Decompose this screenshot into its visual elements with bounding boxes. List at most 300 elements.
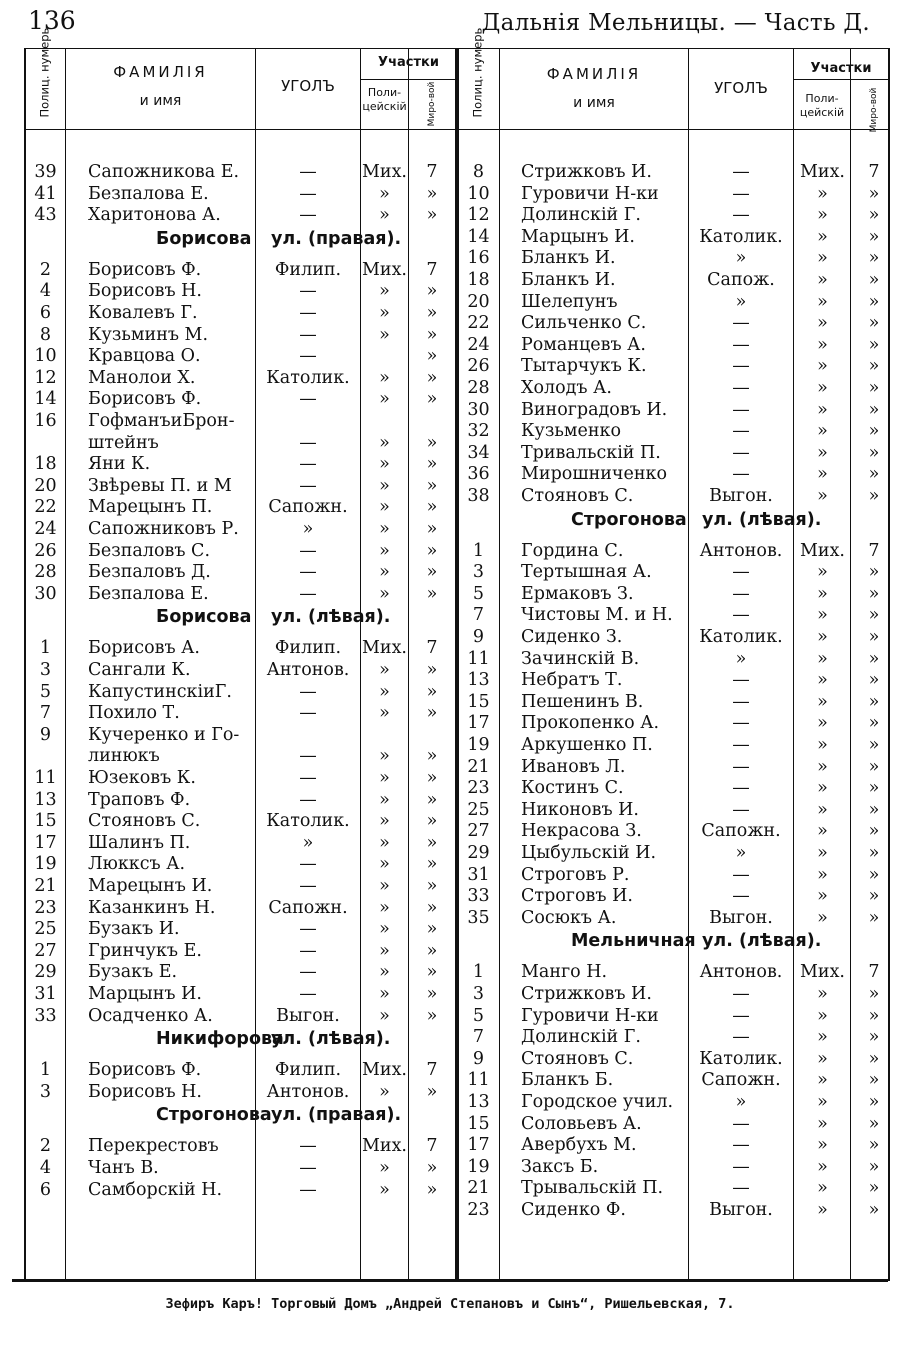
resident-name: Марцынъ И. <box>88 984 202 1004</box>
list-item <box>26 659 456 681</box>
house-number: 9 <box>472 627 485 647</box>
corner-street: — <box>732 162 750 182</box>
resident-name: Костинъ С. <box>521 778 624 799</box>
advertisement-footer: Зефиръ Каръ! Торговый Домъ „Андрей Степановъ и Сынъ“, Ришельевская, 7. <box>165 1296 735 1312</box>
police-district: » <box>817 562 828 583</box>
corner-street: » <box>302 832 314 853</box>
police-district: » <box>817 756 828 777</box>
house-number: 1 <box>472 962 485 983</box>
list-item <box>459 842 889 864</box>
house-number: 21 <box>34 876 57 896</box>
corner-street: » <box>735 648 747 669</box>
magistrate-district: 7 <box>868 540 880 561</box>
corner-street: Антонов. <box>266 1081 350 1102</box>
house-number: 7 <box>39 703 52 724</box>
running-header: Дальнія Мельницы. — Часть Д. <box>481 10 870 36</box>
corner-street: — <box>732 334 750 355</box>
list-item <box>459 561 889 583</box>
col-districts-header: Участки <box>378 55 439 70</box>
col-name-header: ФАМИЛІЯ <box>113 63 208 81</box>
corner-street: — <box>732 1005 750 1026</box>
magistrate-district: 7 <box>426 1136 438 1157</box>
corner-street: — <box>732 464 750 485</box>
list-item <box>26 161 456 183</box>
house-number: 2 <box>39 1136 52 1157</box>
house-number: 27 <box>34 940 57 961</box>
resident-name: Безпалова Е. <box>88 183 209 204</box>
corner-street: » <box>735 291 747 312</box>
list-item <box>26 1081 456 1103</box>
directory-table <box>24 27 890 1281</box>
magistrate-district: » <box>868 399 880 420</box>
house-number: 7 <box>472 1027 485 1048</box>
list-item <box>26 918 456 940</box>
magistrate-district: » <box>426 583 438 604</box>
police-district: » <box>379 962 390 983</box>
street-name: Мельничная <box>571 931 696 952</box>
police-district: » <box>379 432 390 453</box>
magistrate-district: » <box>868 183 880 204</box>
resident-name: Бланкъ И. <box>521 248 616 269</box>
police-district: » <box>817 799 828 820</box>
resident-name: Борисовъ Ф. <box>88 259 202 280</box>
list-item <box>26 897 456 919</box>
police-district: » <box>817 1048 828 1069</box>
resident-name: Харитонова А. <box>88 205 221 226</box>
magistrate-district: » <box>426 1179 438 1200</box>
resident-name: Осадченко А. <box>88 1005 213 1026</box>
corner-street: Выгон. <box>276 1005 340 1026</box>
house-number: 21 <box>467 756 490 777</box>
police-district: » <box>379 205 390 226</box>
magistrate-district: » <box>868 778 880 799</box>
corner-street: — <box>299 854 317 875</box>
corner-street: — <box>732 399 750 420</box>
resident-name: Безпаловъ С. <box>88 540 211 561</box>
magistrate-district: » <box>868 843 880 863</box>
corner-street: Сапожн. <box>701 1070 781 1091</box>
police-district: Мих. <box>361 259 407 280</box>
house-number: 11 <box>467 1070 490 1091</box>
list-item <box>459 540 889 562</box>
resident-name: Долинскій Г. <box>521 1027 641 1048</box>
list-item <box>26 961 456 983</box>
house-number: 30 <box>34 583 57 604</box>
magistrate-district: » <box>426 324 438 345</box>
street-section-heading <box>26 1102 446 1128</box>
resident-name: Перекрестовъ <box>88 1136 219 1157</box>
police-district: » <box>379 389 390 410</box>
list-item <box>459 1005 889 1027</box>
resident-name: Стояновъ С. <box>521 1048 634 1069</box>
magistrate-district: » <box>426 205 438 226</box>
house-number: 30 <box>467 399 490 420</box>
police-district: » <box>379 832 390 853</box>
magistrate-district: » <box>868 1092 880 1112</box>
house-number: 24 <box>34 519 57 539</box>
corner-street: — <box>299 162 317 182</box>
police-district: » <box>817 864 828 885</box>
resident-name: Бузакъ И. <box>88 919 180 940</box>
house-number: 1 <box>472 540 485 561</box>
col-number-header: Полиц. нумерь <box>37 27 52 118</box>
corner-street: — <box>299 183 317 204</box>
magistrate-district: 7 <box>868 162 880 182</box>
house-number: 3 <box>472 562 485 583</box>
magistrate-district: » <box>868 670 880 691</box>
corner-street: — <box>732 1135 750 1156</box>
corner-street: — <box>732 670 750 691</box>
magistrate-district: » <box>868 442 880 463</box>
magistrate-district: » <box>426 962 438 983</box>
corner-street: Сапожн. <box>268 897 348 918</box>
col-police-header: Поли-цейскій <box>362 86 407 113</box>
magistrate-district: » <box>426 389 438 410</box>
corner-street: — <box>732 984 750 1004</box>
police-district: » <box>379 984 390 1004</box>
list-item <box>26 540 456 562</box>
house-number: 6 <box>39 1179 52 1200</box>
corner-street: Католик. <box>266 811 350 832</box>
magistrate-district: » <box>426 183 438 204</box>
house-number: 33 <box>34 1005 57 1026</box>
police-district: » <box>817 1135 828 1156</box>
police-district: » <box>379 183 390 204</box>
resident-name: Тривальскій П. <box>521 442 661 463</box>
police-district: Мих. <box>361 1136 407 1157</box>
corner-street: — <box>299 789 317 810</box>
house-number: 5 <box>39 681 52 702</box>
resident-name: Чистовы М. и Н. <box>521 605 673 626</box>
magistrate-district: » <box>868 291 880 312</box>
magistrate-district: » <box>868 1070 880 1091</box>
corner-street: — <box>732 713 750 734</box>
resident-name: Городское учил. <box>521 1092 674 1112</box>
house-number: 23 <box>467 1200 490 1220</box>
list-item <box>459 247 889 269</box>
list-item <box>459 583 889 605</box>
police-district: » <box>379 324 390 345</box>
list-item <box>26 681 456 703</box>
magistrate-district: » <box>426 897 438 918</box>
police-district: » <box>379 681 390 702</box>
magistrate-district: » <box>426 1005 438 1026</box>
house-number: 31 <box>34 984 57 1004</box>
resident-name: Звѣревы П. и М <box>88 475 232 496</box>
corner-street: — <box>299 768 317 788</box>
house-number: 4 <box>39 281 52 302</box>
police-district: » <box>817 843 828 863</box>
police-district: » <box>379 660 390 680</box>
corner-street: » <box>302 519 314 539</box>
house-number: 8 <box>39 324 52 345</box>
house-number: 29 <box>467 843 490 863</box>
police-district: » <box>817 627 828 647</box>
police-district: » <box>817 356 828 377</box>
police-district: » <box>379 519 390 539</box>
resident-name: Кучеренко и Го- <box>88 724 240 745</box>
corner-street: Католик. <box>699 226 783 247</box>
list-item <box>26 940 456 962</box>
resident-name: Цыбульскій И. <box>521 843 657 863</box>
corner-street: — <box>299 475 317 496</box>
corner-street: » <box>735 1092 747 1112</box>
corner-street: Сапожн. <box>268 497 348 518</box>
list-item <box>26 367 456 389</box>
house-number: 27 <box>467 821 490 842</box>
magistrate-district: » <box>426 746 438 767</box>
list-item <box>26 810 456 832</box>
resident-name: Кузьминъ М. <box>88 324 209 345</box>
house-number: 36 <box>467 464 490 485</box>
resident-name: Бланкъ Б. <box>521 1070 614 1091</box>
house-number: 19 <box>467 1156 490 1177</box>
police-district: » <box>817 1113 828 1134</box>
police-district: » <box>379 454 390 475</box>
corner-street: — <box>732 183 750 204</box>
house-number: 19 <box>467 735 490 755</box>
magistrate-district: » <box>868 627 880 647</box>
resident-name: Борисовъ Ф. <box>88 389 202 410</box>
list-item <box>459 1091 889 1113</box>
resident-name: ГофманъиБрон- <box>88 411 235 431</box>
magistrate-district: » <box>868 334 880 355</box>
resident-name: Самборскій Н. <box>88 1179 223 1200</box>
corner-street: — <box>299 1158 317 1178</box>
police-district: » <box>817 183 828 204</box>
magistrate-district: » <box>868 313 880 334</box>
police-district: » <box>817 907 828 928</box>
corner-street: — <box>299 962 317 983</box>
resident-name: Авербухъ М. <box>521 1135 637 1156</box>
magistrate-district: » <box>868 1027 880 1048</box>
police-district: » <box>379 703 390 724</box>
house-number: 35 <box>467 907 490 928</box>
corner-street: — <box>299 984 317 1004</box>
list-item <box>26 1059 456 1081</box>
list-item <box>26 702 456 724</box>
police-district: » <box>817 248 828 269</box>
house-number: 5 <box>472 583 485 604</box>
magistrate-district: » <box>426 660 438 680</box>
magistrate-district: » <box>868 356 880 377</box>
list-item <box>26 204 456 226</box>
street-side: ул. (правая). <box>271 228 402 249</box>
list-item <box>459 1048 889 1070</box>
list-item <box>26 1005 456 1027</box>
magistrate-district: » <box>868 1156 880 1177</box>
street-side: ул. (лѣвая). <box>702 509 822 530</box>
list-item <box>26 1135 456 1157</box>
corner-street: — <box>732 605 750 626</box>
magistrate-district: » <box>426 984 438 1004</box>
street-section-heading <box>26 226 446 252</box>
list-item <box>459 442 889 464</box>
police-district: » <box>379 1005 390 1026</box>
corner-street: — <box>299 454 317 475</box>
list-item <box>26 259 456 281</box>
street-name: Никифорова <box>156 1029 284 1050</box>
magistrate-district: » <box>868 648 880 669</box>
police-district: » <box>379 583 390 604</box>
resident-name: Мирошниченко <box>521 464 667 485</box>
police-district: » <box>817 605 828 626</box>
corner-street: — <box>732 864 750 885</box>
magistrate-district: » <box>426 432 438 453</box>
list-item <box>26 745 456 767</box>
house-number: 14 <box>467 226 490 247</box>
house-number: 25 <box>34 919 57 940</box>
police-district: » <box>817 984 828 1004</box>
police-district: Мих. <box>799 962 845 983</box>
corner-street: » <box>735 843 747 863</box>
col-corner-header: УГОЛЪ <box>281 77 335 95</box>
magistrate-district: » <box>868 1135 880 1156</box>
house-number: 9 <box>472 1048 485 1069</box>
list-item <box>26 475 456 497</box>
house-number: 28 <box>467 378 490 398</box>
resident-name: Стояновъ С. <box>521 486 634 506</box>
police-district: » <box>817 691 828 712</box>
resident-name: линюкъ <box>88 746 160 767</box>
house-number: 8 <box>472 162 485 182</box>
list-item <box>26 388 456 410</box>
corner-street: — <box>299 583 317 604</box>
magistrate-district: » <box>426 367 438 388</box>
list-item <box>459 820 889 842</box>
list-item <box>459 161 889 183</box>
house-number: 3 <box>39 1081 52 1102</box>
corner-street: Выгон. <box>709 486 773 506</box>
magistrate-district: » <box>868 583 880 604</box>
resident-name: Шелепунъ <box>521 291 618 312</box>
magistrate-district: » <box>868 270 880 290</box>
police-district: » <box>379 1081 390 1102</box>
corner-street: — <box>299 346 317 367</box>
police-district: » <box>817 334 828 355</box>
street-section-heading <box>26 604 446 630</box>
corner-street: Католик. <box>699 1048 783 1069</box>
magistrate-district: » <box>868 691 880 712</box>
list-item <box>459 183 889 205</box>
corner-street: Сапожн. <box>701 821 781 842</box>
list-item <box>26 767 456 789</box>
street-side: ул. (правая). <box>271 1105 402 1126</box>
police-district: » <box>817 205 828 226</box>
list-item <box>26 583 456 605</box>
magistrate-district: » <box>868 821 880 842</box>
police-district: » <box>817 735 828 755</box>
resident-name: Борисовъ А. <box>88 638 200 659</box>
corner-street: — <box>732 1113 750 1134</box>
police-district: » <box>379 789 390 810</box>
corner-street: Выгон. <box>709 907 773 928</box>
magistrate-district: » <box>426 876 438 896</box>
corner-street: — <box>732 1156 750 1177</box>
corner-street: — <box>732 313 750 334</box>
police-district: » <box>817 778 828 799</box>
resident-name: Яни К. <box>88 454 151 475</box>
corner-street: — <box>732 799 750 820</box>
list-item <box>459 864 889 886</box>
corner-street: — <box>732 356 750 377</box>
police-district: Мих. <box>799 162 845 182</box>
police-district: » <box>817 713 828 734</box>
list-item <box>26 453 456 475</box>
resident-name: Борисовъ Н. <box>88 281 202 302</box>
list-item <box>459 463 889 485</box>
list-item <box>459 269 889 291</box>
col-name-header: ФАМИЛІЯ <box>546 65 642 83</box>
magistrate-district: 7 <box>426 259 438 280</box>
house-number: 32 <box>467 421 490 442</box>
list-item <box>459 1134 889 1156</box>
resident-name: Сильченко С. <box>521 313 647 334</box>
police-district: » <box>379 768 390 788</box>
resident-name: Прокопенко А. <box>521 713 660 734</box>
list-item <box>459 648 889 670</box>
list-item <box>459 669 889 691</box>
house-number: 23 <box>467 778 490 799</box>
police-district: » <box>379 746 390 767</box>
corner-street: — <box>299 303 317 323</box>
list-item <box>26 724 456 746</box>
house-number: 24 <box>467 334 490 355</box>
police-district: » <box>379 475 390 496</box>
corner-street: — <box>732 756 750 777</box>
resident-name: КапустинскіиГ. <box>88 681 232 702</box>
house-number: 17 <box>34 832 57 853</box>
list-item <box>459 712 889 734</box>
corner-street: Выгон. <box>709 1200 773 1220</box>
magistrate-district: » <box>868 605 880 626</box>
house-number: 17 <box>467 1135 490 1156</box>
police-district: » <box>379 919 390 940</box>
resident-name: Марцынъ И. <box>521 226 635 247</box>
list-item <box>26 983 456 1005</box>
street-name: Борисова <box>156 607 252 628</box>
police-district: » <box>379 303 390 323</box>
police-district: » <box>817 670 828 691</box>
corner-street: — <box>732 778 750 799</box>
corner-street: — <box>732 691 750 712</box>
resident-name: Некрасова З. <box>521 821 642 842</box>
house-number: 33 <box>467 886 490 907</box>
resident-name: Траповъ Ф. <box>88 789 191 810</box>
police-district: Мих. <box>361 1060 407 1081</box>
resident-name: Сиденко Ф. <box>521 1200 626 1220</box>
police-district: » <box>817 583 828 604</box>
list-item <box>459 1177 889 1199</box>
list-item <box>26 518 456 540</box>
col-name-subheader: и имя <box>573 95 615 111</box>
magistrate-district: » <box>426 281 438 302</box>
magistrate-district: » <box>426 1081 438 1102</box>
magistrate-district: » <box>868 1048 880 1069</box>
house-number: 5 <box>472 1005 485 1026</box>
list-item <box>459 1113 889 1135</box>
resident-name: Заксъ Б. <box>521 1156 599 1177</box>
list-item <box>459 1199 889 1221</box>
corner-street: Антонов. <box>699 540 783 561</box>
police-district: » <box>817 421 828 442</box>
magistrate-district: » <box>426 768 438 788</box>
police-district: » <box>817 270 828 290</box>
resident-name: Сангали К. <box>88 660 191 680</box>
police-district: » <box>817 1178 828 1199</box>
corner-street: — <box>299 681 317 702</box>
police-district: » <box>817 291 828 312</box>
